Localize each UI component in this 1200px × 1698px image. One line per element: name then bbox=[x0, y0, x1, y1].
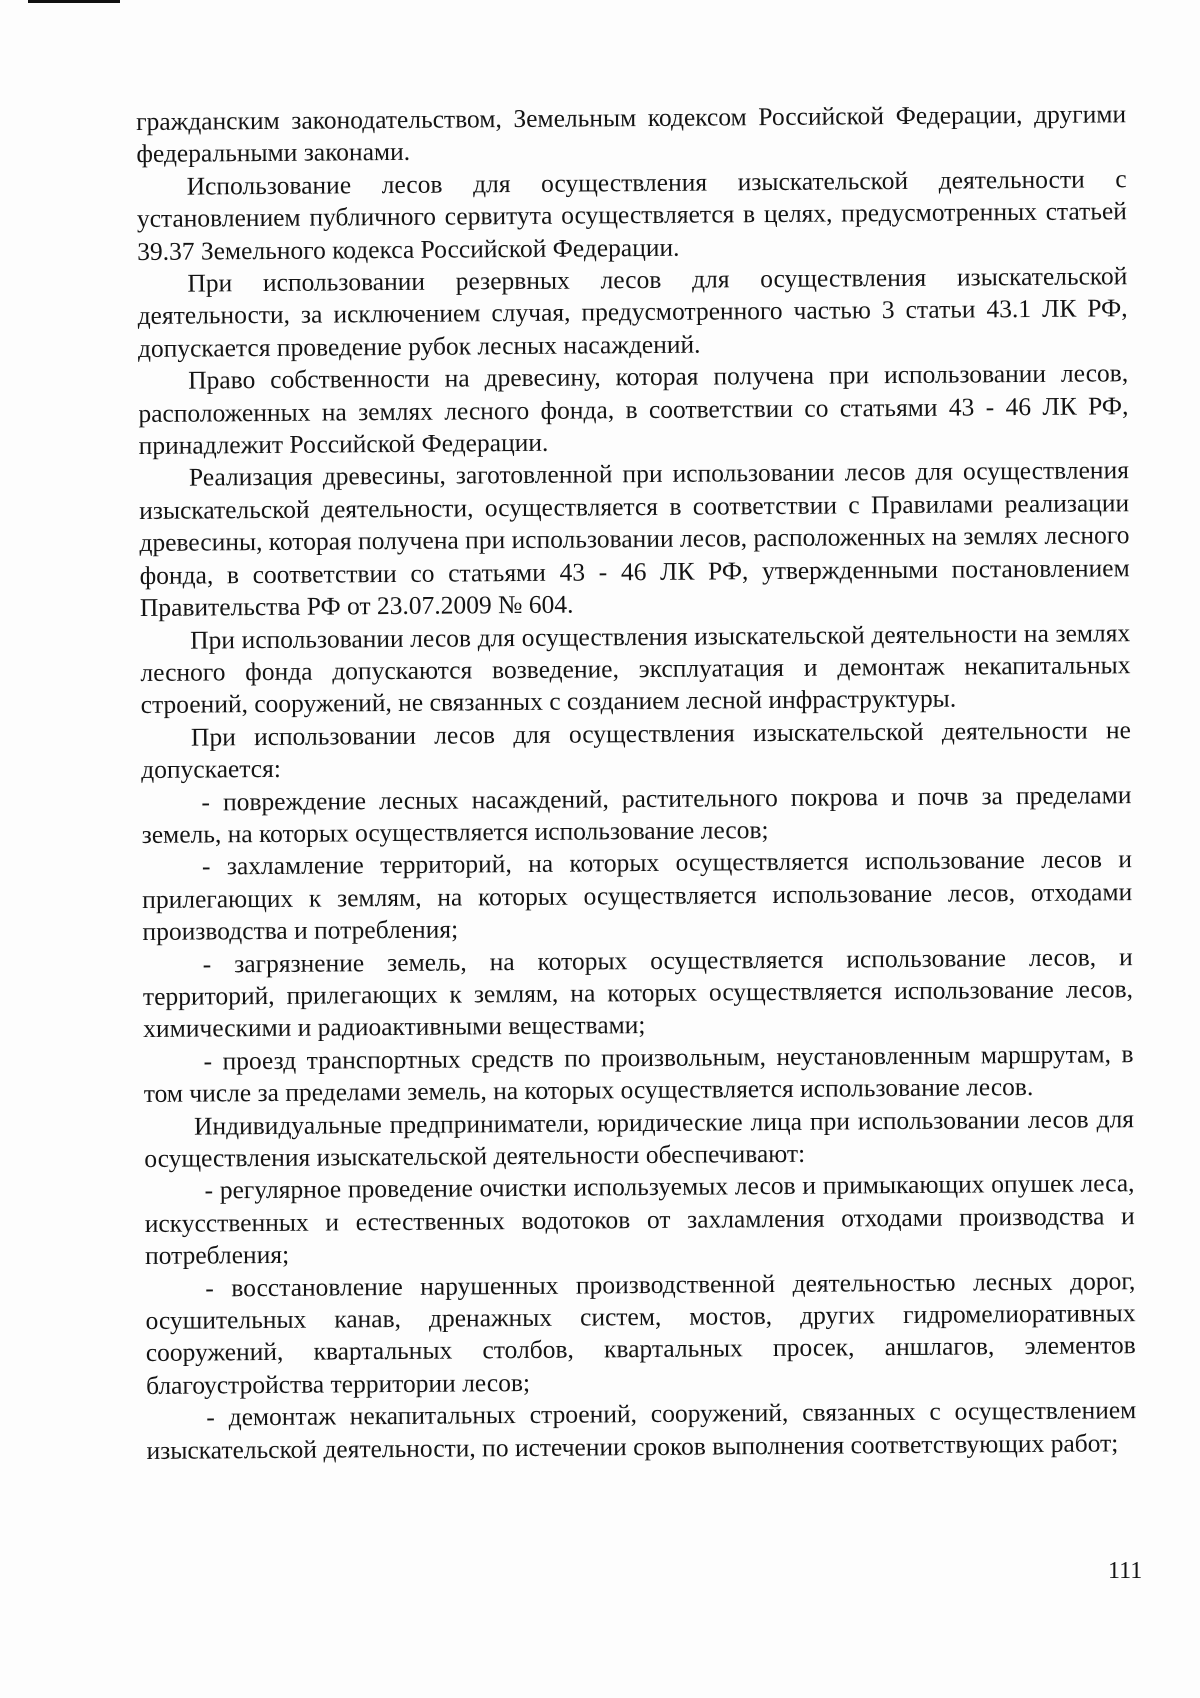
paragraph-continuation: гражданским законодательством, Земельным кодексом Российской Федерации, другими федеральными законами. bbox=[136, 99, 1127, 169]
list-item: - загрязнение земель, на которых осуществляется использование лесов, и территорий, прилегающих к землям, на которых осуществляется использование лесов, химическими и радиоактивными веществами; bbox=[142, 941, 1134, 1044]
page-number: 111 bbox=[1108, 1558, 1143, 1584]
list-item: - демонтаж некапитальных строений, сооружений, связанных с осуществлением изыскательской деятельности, по истечении сроков выполнения соответствующих работ; bbox=[146, 1395, 1137, 1465]
paragraph: При использовании лесов для осуществления изыскательской деятельности на землях лесного фонда допускаются возведение, эксплуатация и демонтаж некапитальных строений, сооружений, не связанных с созданием лесной инфраструктуры. bbox=[140, 617, 1131, 720]
list-item: - восстановление нарушенных производственной деятельностью лесных дорог, осушительных канав, дренажных систем, мостов, других гидромелиоративных сооружений, квартальных столбов, квартальных просек, аншлагов, элементов благоустройства территории лесов; bbox=[145, 1265, 1136, 1400]
paragraph: Право собственности на древесину, которая получена при использовании лесов, расположенных на землях лесного фонда, в соответствии со статьями 43 - 46 ЛК РФ, принадлежит Российской Федерации. bbox=[138, 358, 1129, 461]
list-item: - проезд транспортных средств по произвольным, неустановленным маршрутам, в том числе за пределами земель, на которых осуществляется использование лесов. bbox=[143, 1038, 1134, 1109]
list-item: - захламление территорий, на которых осуществляется использование лесов и прилегающих к землям, на которых осуществляется использование лесов, отходами производства и потребления; bbox=[142, 844, 1133, 947]
list-item: - регулярное проведение очистки используемых лесов и примыкающих опушек леса, искусственных и естественных водотоков от захламления отходами производства и потребления; bbox=[144, 1168, 1135, 1271]
list-item: - повреждение лесных насаждений, растительного покрова и почв за пределами земель, на которых осуществляется использование лесов; bbox=[141, 779, 1132, 849]
paragraph: При использовании резервных лесов для осуществления изыскательской деятельности, за исключением случая, предусмотренного частью 3 статьи 43.1 ЛК РФ, допускается проведение рубок лесных насаждений. bbox=[137, 261, 1128, 363]
scan-edge-mark bbox=[28, 0, 120, 3]
paragraph: Реализация древесины, заготовленной при использовании лесов для осуществления изыскательской деятельности, осуществляется в соответствии с Правилами реализации древесины, которая получена при использовании лесов, расположенных на землях лесного фонда, в соответствии со статьями 43 - 46 ЛК РФ, утвержденными постановлением Правительства РФ от 23.07.2009 № 604. bbox=[139, 455, 1130, 623]
paragraph: При использовании лесов для осуществления изыскательской деятельности не допускается: bbox=[141, 714, 1132, 785]
paragraph: Индивидуальные предприниматели, юридические лица при использовании лесов для осуществления изыскательской деятельности обеспечивают: bbox=[144, 1103, 1135, 1173]
paragraph: Использование лесов для осуществления изыскательской деятельности с установлением публичного сервитута осуществляется в целях, предусмотренных статьей 39.37 Земельного кодекса Российской Федерации. bbox=[136, 164, 1127, 266]
document-body bbox=[136, 98, 1137, 1467]
